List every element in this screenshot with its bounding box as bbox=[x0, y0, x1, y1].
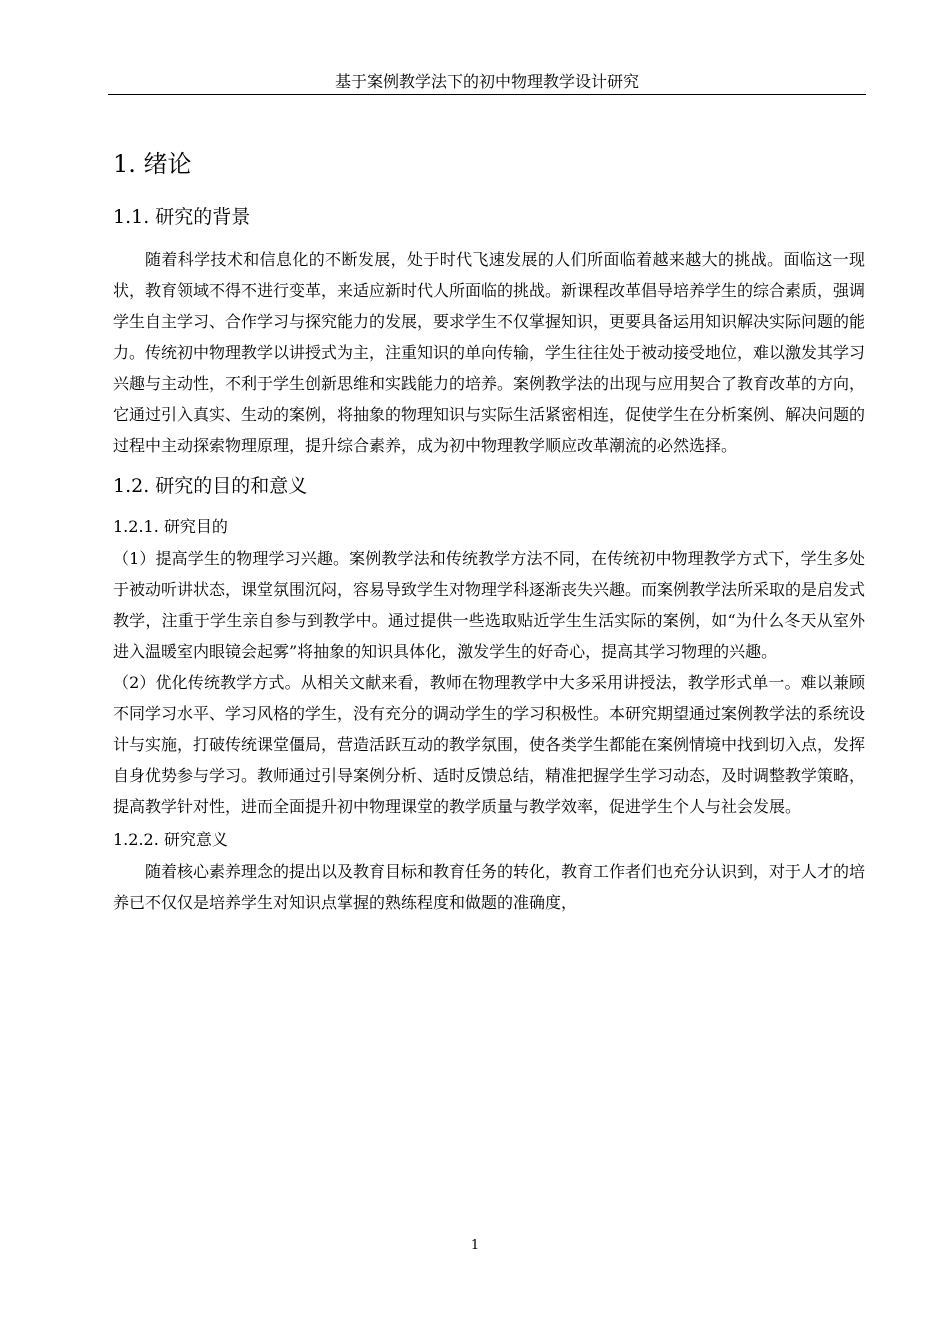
running-header bbox=[108, 72, 866, 95]
section-heading-purpose-significance: 1.2. 研究的目的和意义 bbox=[113, 475, 308, 497]
page-body bbox=[113, 138, 865, 918]
significance-paragraph: 随着核心素养理念的提出以及教育目标和教育任务的转化，教育工作者们也充分认识到，对于人才的培养已不仅仅是培养学生对知识点掌握的熟练程度和做题的准确度， bbox=[113, 862, 866, 912]
subsection-heading-purpose: 1.2.1. 研究目的 bbox=[113, 517, 228, 536]
section-heading-background: 1.1. 研究的背景 bbox=[113, 206, 251, 228]
page-number: 1 bbox=[470, 1238, 480, 1253]
background-paragraph: 随着科学技术和信息化的不断发展，处于时代飞速发展的人们所面临着越来越大的挑战。面临这一现状，教育领域不得不进行变革，来适应新时代人所面临的挑战。新课程改革倡导培养学生的综合素质，强调学生自主学习、合作学习与探究能力的发展，要求学生不仅掌握知识，更要具备运用知识解决实际问题的能力。传统初中物理教学以讲授式为主，注重知识的单向传输，学生往往处于被动接受地位，难以激发其学习兴趣与主动性，不利于学生创新思维和实践能力的培养。案例教学法的出现与应用契合了教育改革的方向，它通过引入真实、生动的案例，将抽象的物理知识与实际生活紧密相连，促使学生在分析案例、解决问题的过程中主动探索物理原理，提升综合素养，成为初中物理教学顺应改革潮流的必然选择。 bbox=[113, 250, 866, 455]
header-title: 基于案例教学法下的初中物理教学设计研究 bbox=[334, 72, 639, 91]
chapter-heading: 1. 绪论 bbox=[113, 150, 192, 178]
subsection-heading-significance: 1.2.2. 研究意义 bbox=[113, 830, 228, 849]
purpose-item-2: （2）优化传统教学方式。从相关文献来看，教师在物理教学中大多采用讲授法，教学形式单一。难以兼顾不同学习水平、学习风格的学生，没有充分的调动学生的学习积极性。本研究期望通过案例教学法的系统设计与实施，打破传统课堂僵局，营造活跃互动的教学氛围，使各类学生都能在案例情境中找到切入点，发挥自身优势参与学习。教师通过引导案例分析、适时反馈总结，精准把握学生学习动态，及时调整教学策略，提高教学针对性，进而全面提升初中物理课堂的教学质量与教学效率，促进学生个人与社会发展。 bbox=[113, 673, 866, 816]
purpose-item-1: （1）提高学生的物理学习兴趣。案例教学法和传统教学方法不同，在传统初中物理教学方式下，学生多处于被动听讲状态，课堂氛围沉闷，容易导致学生对物理学科逐渐丧失兴趣。而案例教学法所采取的是启发式教学，注重于学生亲自参与到教学中。通过提供一些选取贴近学生生活实际的案例，如“为什么冬天从室外进入温暖室内眼镜会起雾”将抽象的知识具体化，激发学生的好奇心，提高其学习物理的兴趣。 bbox=[113, 549, 866, 661]
